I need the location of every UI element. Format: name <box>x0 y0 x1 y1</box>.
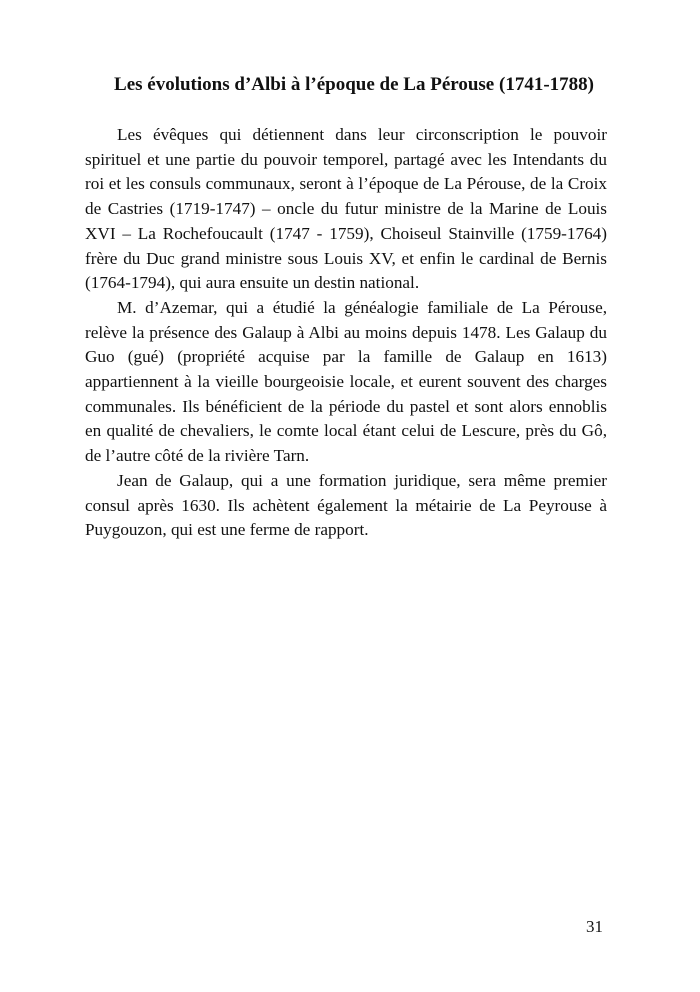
page-number: 31 <box>586 917 603 936</box>
paragraph-2: M. d’Azemar, qui a étudié la généalogie familiale de La Pérouse, relève la présence des Galaup à Albi au moins depuis 1478. Les Galaup du Guo (gué) (propriété acquise par la famille de Galaup en 1613) appartiennent à la vieille bourgeoisie locale, et eurent souvent des charges communales. Ils bénéficient de la période du pastel et sont alors ennoblis en qualité de chevaliers, le comte local étant celui de Lescure, près du Gô, de l’autre côté de la rivière Tarn. <box>85 297 607 466</box>
paragraph-1: Les évêques qui détiennent dans leur circonscription le pouvoir spirituel et une partie du pouvoir temporel, partagé avec les Intendants du roi et les consuls communaux, seront à l’époque de La Pérouse, de la Croix de Castries (1719-1747) – oncle du futur ministre de la Marine de Louis XVI – La Rochefoucault (1747 - 1759), Choiseul Stainville (1759-1764) frère du Duc grand ministre sous Louis XV, et enfin le cardinal de Bernis (1764-1794), qui aura ensuite un destin national. <box>85 125 607 293</box>
body-text <box>85 123 607 543</box>
paragraph-3: Jean de Galaup, qui a une formation juridique, sera même premier consul après 1630. Ils achètent également la métairie de La Peyrouse à Puygouzon, qui est une ferme de rapport. <box>85 470 607 540</box>
page-title: Les évolutions d’Albi à l’époque de La Pérouse (1741-1788) <box>114 74 594 95</box>
